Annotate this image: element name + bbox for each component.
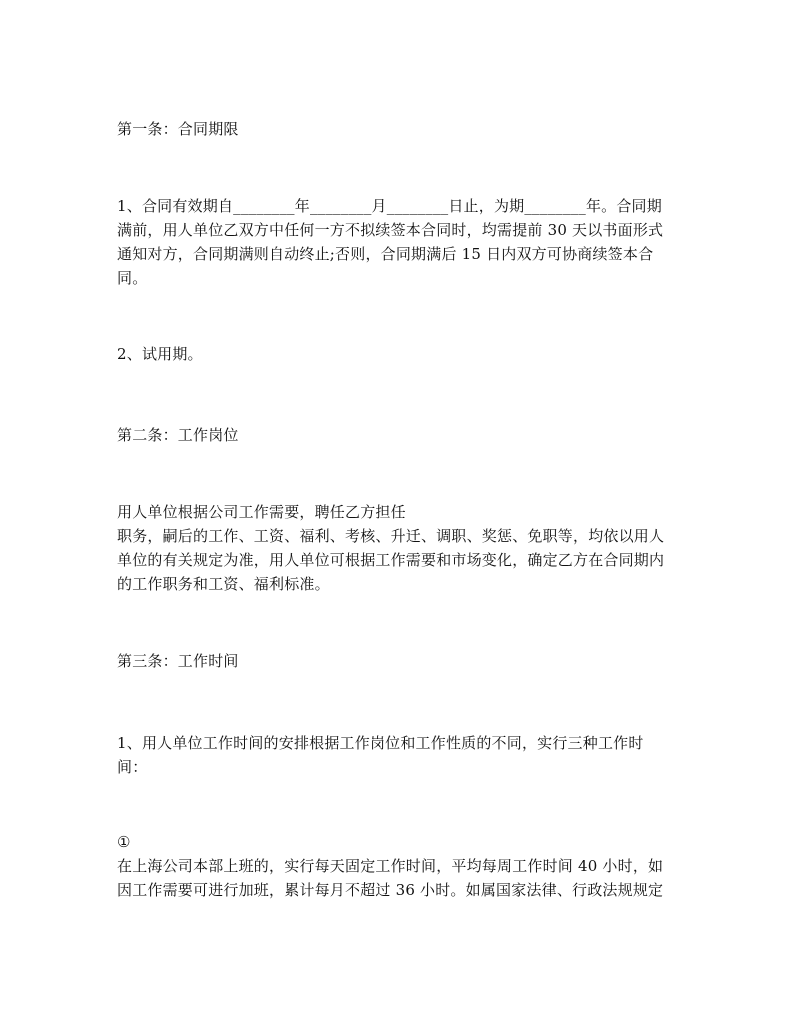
- paragraph-line: 的工作职务和工资、福利标准。: [117, 575, 330, 593]
- paragraph-line: 2、试用期。: [117, 345, 203, 363]
- article-1-item-1: [117, 194, 682, 290]
- paragraph-line: 同。: [117, 269, 148, 287]
- paragraph-line: 1、用人单位工作时间的安排根据工作岗位和工作性质的不同，实行三种工作时: [117, 734, 644, 752]
- heading-text: 第一条：合同期限: [117, 120, 239, 138]
- paragraph-line: 职务，嗣后的工作、工资、福利、考核、升迁、调职、奖惩、免职等，均依以用人: [117, 527, 665, 545]
- paragraph-line: 间：: [117, 758, 148, 776]
- article-3-sub-item-1: [117, 830, 682, 902]
- article-3-heading: [117, 649, 682, 673]
- article-2-heading: [117, 423, 682, 447]
- paragraph-line: 用人单位根据公司工作需要，聘任乙方担任: [117, 503, 406, 521]
- paragraph-line: 单位的有关规定为准，用人单位可根据工作需要和市场变化，确定乙方在合同期内: [117, 551, 665, 569]
- paragraph-line: 1、合同有效期自________年________月________日止，为期________年。合同期: [117, 197, 662, 215]
- heading-text: 第二条：工作岗位: [117, 426, 239, 444]
- paragraph-line: 满前，用人单位乙双方中任何一方不拟续签本合同时，均需提前 30 天以书面形式: [117, 221, 664, 239]
- paragraph-line: 在上海公司本部上班的，实行每天固定工作时间，平均每周工作时间 40 小时，如: [117, 857, 664, 875]
- paragraph-line: 因工作需要可进行加班，累计每月不超过 36 小时。如属国家法律、行政法规规定: [117, 881, 664, 899]
- article-3-item-1: [117, 731, 682, 779]
- heading-text: 第三条：工作时间: [117, 652, 239, 670]
- article-1-heading: [117, 117, 682, 141]
- article-2-body: [117, 500, 682, 596]
- circled-number: ①: [117, 833, 131, 851]
- article-1-item-2: [117, 342, 682, 366]
- paragraph-line: 通知对方，合同期满则自动终止;否则，合同期满后 15 日内双方可协商续签本合: [117, 245, 654, 263]
